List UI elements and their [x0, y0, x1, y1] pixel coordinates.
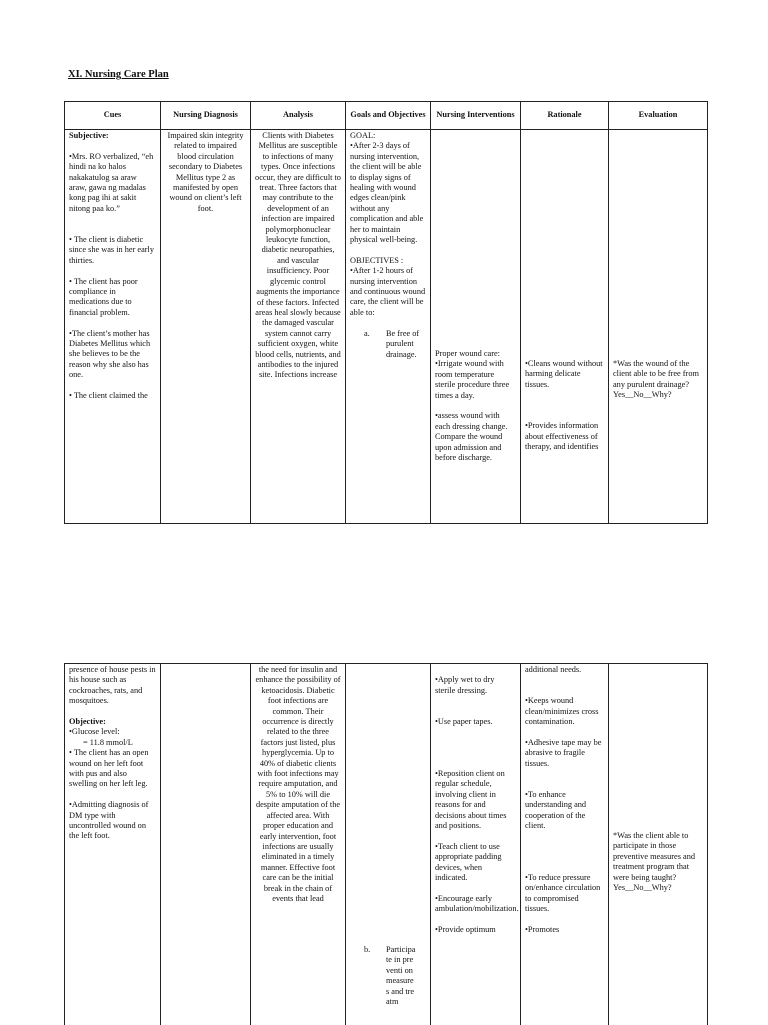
rationale-text: •To reduce pressure on/enhance circulation to compromised tissues. — [525, 873, 604, 915]
cue-text: •The client’s mother has Diabetes Mellitus which she believes to be the reason why she also has one. — [69, 329, 156, 381]
rationale-text: •Cleans wound without harming delicate tissues. — [525, 359, 604, 390]
header-row — [65, 102, 708, 130]
rationale-text: •Provides information about effectiveness of therapy, and identifies — [525, 421, 604, 452]
objective-item: a. Be free of purulent drainage. — [350, 329, 426, 360]
rationale-cell — [521, 130, 609, 524]
rationale-text: •Promotes — [525, 925, 604, 935]
intervention-text: •Encourage early ambulation/mobilization. — [435, 894, 516, 915]
header-evaluation: Evaluation — [609, 102, 708, 130]
header-nursing-interventions: Nursing Interventions — [431, 102, 521, 130]
evaluation-text: *Was the client able to participate in those preventive measures and treatment program that were being taught? Yes__No__Why? — [613, 831, 703, 893]
intervention-text: •assess wound with each dressing change. Compare the wound upon admission and before discharge. — [435, 411, 516, 463]
rationale-text: •Keeps wound clean/minimizes cross contamination. — [525, 696, 604, 727]
intervention-text: •Use paper tapes. — [435, 717, 516, 727]
cues-cell — [65, 664, 161, 1025]
cues-cell — [65, 130, 161, 524]
rationale-text: •To enhance understanding and cooperation of the client. — [525, 790, 604, 832]
cue-text: •Mrs. RO verbalized, “eh hindi na ko halos nakakatulog sa araw araw, gawa ng madalas kong pag ihi at sakit nitong paa ko.” — [69, 152, 156, 214]
cue-text: • The client is diabetic since she was in her early thirties. — [69, 235, 156, 266]
interventions-cell — [431, 130, 521, 524]
diagnosis-cell — [161, 664, 251, 1025]
interventions-cell — [431, 664, 521, 1025]
header-analysis: Analysis — [251, 102, 346, 130]
table-row — [65, 130, 708, 524]
cue-text: = 11.8 mmol/L — [69, 738, 156, 748]
table-row — [65, 664, 708, 1025]
intervention-text: •Apply wet to dry sterile dressing. — [435, 675, 516, 696]
rationale-cell — [521, 664, 609, 1025]
rationale-text: •Adhesive tape may be abrasive to fragile tissues. — [525, 738, 604, 769]
header-goals-objectives: Goals and Objectives — [346, 102, 431, 130]
cue-text: • The client claimed the — [69, 391, 156, 401]
care-plan-table-page-1 — [64, 101, 708, 524]
objective-label: Objective: — [69, 717, 156, 727]
page-title: XI. Nursing Care Plan — [68, 69, 169, 80]
goals-cell — [346, 664, 431, 1025]
intervention-text: •Teach client to use appropriate padding devices, when indicated. — [435, 842, 516, 884]
goals-cell — [346, 130, 431, 524]
cue-text: •Admitting diagnosis of DM type with uncontrolled wound on the left foot. — [69, 800, 156, 842]
rationale-text: additional needs. — [525, 665, 604, 675]
objective-item: b. Participate in preventi on measures and treatm — [350, 945, 426, 1007]
diagnosis-cell: Impaired skin integrity related to impaired blood circulation secondary to Diabetes Mellitus type 2 as manifested by open wound on client’s left foot. — [161, 130, 251, 524]
cue-text: presence of house pests in his house such as cockroaches, rats, and mosquitoes. — [69, 665, 156, 707]
objectives-text: •After 1-2 hours of nursing intervention and continuous wound care, the client will be able to: — [350, 266, 426, 318]
care-plan-table-page-2 — [64, 663, 708, 1025]
objectives-label: OBJECTIVES : — [350, 256, 426, 266]
cue-text: • The client has an open wound on her left foot with pus and also swelling on her left leg. — [69, 748, 156, 790]
cue-text: • The client has poor compliance in medications due to financial problem. — [69, 277, 156, 319]
header-rationale: Rationale — [521, 102, 609, 130]
analysis-cell: the need for insulin and enhance the possibility of ketoacidosis. Diabetic foot infections are common. Their occurrence is directly related to the three factors just listed, plus hyperglycemia. Up to 40% of diabetic clients with foot infections may require amputation, and 5% to 10% will die despite amputation of the affected area. With proper education and early intervention, foot infections are usually eliminated in a timely manner. Effective foot care can be the initial break in the chain of events that lead — [251, 664, 346, 1025]
intervention-text: •Irrigate wound with room temperature sterile procedure three times a day. — [435, 359, 516, 401]
goal-label: GOAL: — [350, 131, 426, 141]
goal-text: •After 2-3 days of nursing intervention, the client will be able to display signs of healing with wound edges clean/pink without any complication and able her to maintain physical well-being. — [350, 141, 426, 245]
evaluation-text: *Was the wound of the client able to be free from any purulent drainage? Yes__No__Why? — [613, 359, 703, 401]
intervention-text: Proper wound care: — [435, 349, 516, 359]
header-cues: Cues — [65, 102, 161, 130]
subjective-label: Subjective: — [69, 131, 156, 141]
cue-text: •Glucose level: — [69, 727, 156, 737]
header-nursing-diagnosis: Nursing Diagnosis — [161, 102, 251, 130]
intervention-text: •Reposition client on regular schedule, involving client in reasons for and decisions about times and positions. — [435, 769, 516, 831]
analysis-cell: Clients with Diabetes Mellitus are susceptible to infections of many types. Once infections occur, they are difficult to treat. Three factors that may contribute to the development of an infection are impaired polymorphonuclear leukocyte function, diabetic neuropathies, and vascular insufficiency. Poor glycemic control augments the importance of these factors. Infected areas heal slowly because the damaged vascular system cannot carry sufficient oxygen, white blood cells, nutrients, and antibodies to the injured site. Infections increase — [251, 130, 346, 524]
evaluation-cell — [609, 664, 708, 1025]
evaluation-cell — [609, 130, 708, 524]
intervention-text: •Provide optimum — [435, 925, 516, 935]
